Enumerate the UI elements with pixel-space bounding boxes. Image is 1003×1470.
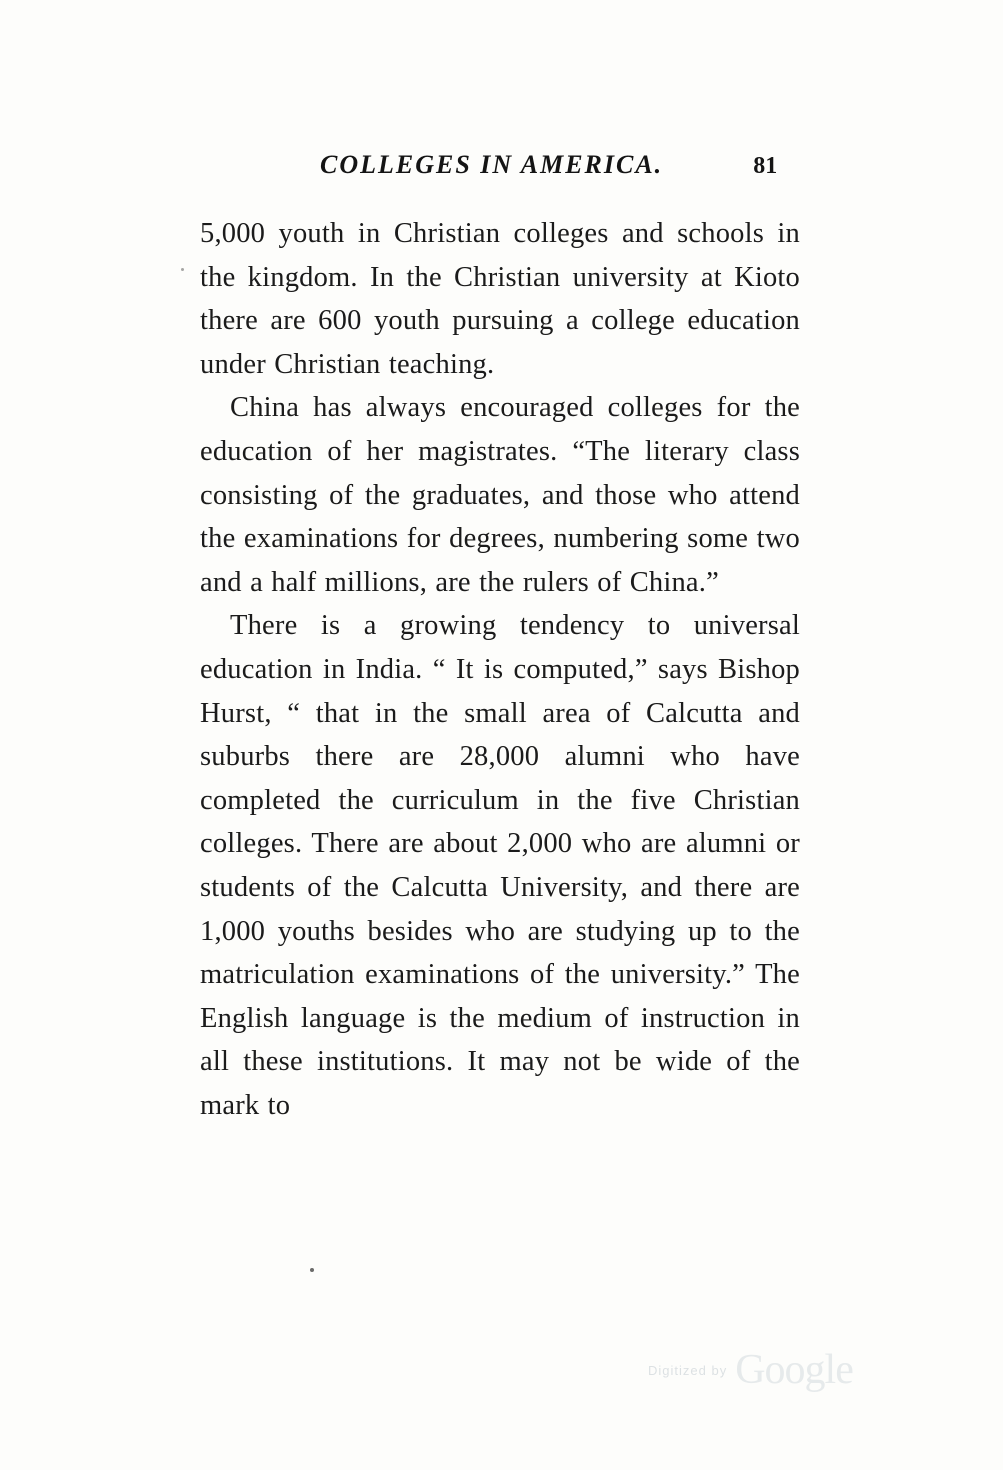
paragraph: China has always encouraged colleges for the education of her magistrates. “The literary class consisting of the graduates, and those who attend the examinations for degrees, numbering some two and a half millions, are the rulers of China.” xyxy=(200,392,800,598)
body-text xyxy=(200,212,800,1127)
paragraph: There is a growing tendency to universal education in India. “ It is computed,” says Bishop Hurst, “ that in the small area of Calcutta and suburbs there are 28,000 alumni who have completed the curriculum in the five Christian colleges. There are about 2,000 who are alumni or students of the Calcutta University, and there are 1,000 youths besides who are studying up to the matriculation examinations of the university.” The English language is the medium of instruction in all these institutions. It may not be wide of the mark to xyxy=(200,610,800,1121)
watermark-brand: Google xyxy=(735,1347,853,1393)
paragraph: 5,000 youth in Christian colleges and schools in the kingdom. In the Christian university at Kioto there are 600 youth pursuing a college education under Christian teaching. xyxy=(200,218,800,380)
page-number: 81 xyxy=(753,153,778,179)
watermark-caption: Digitized by xyxy=(648,1362,728,1378)
running-title: COLLEGES IN AMERICA. xyxy=(320,150,664,179)
google-digitization-watermark xyxy=(648,1340,888,1400)
ink-speck xyxy=(310,1268,314,1272)
margin-speck xyxy=(181,268,184,271)
page-header xyxy=(200,150,800,180)
